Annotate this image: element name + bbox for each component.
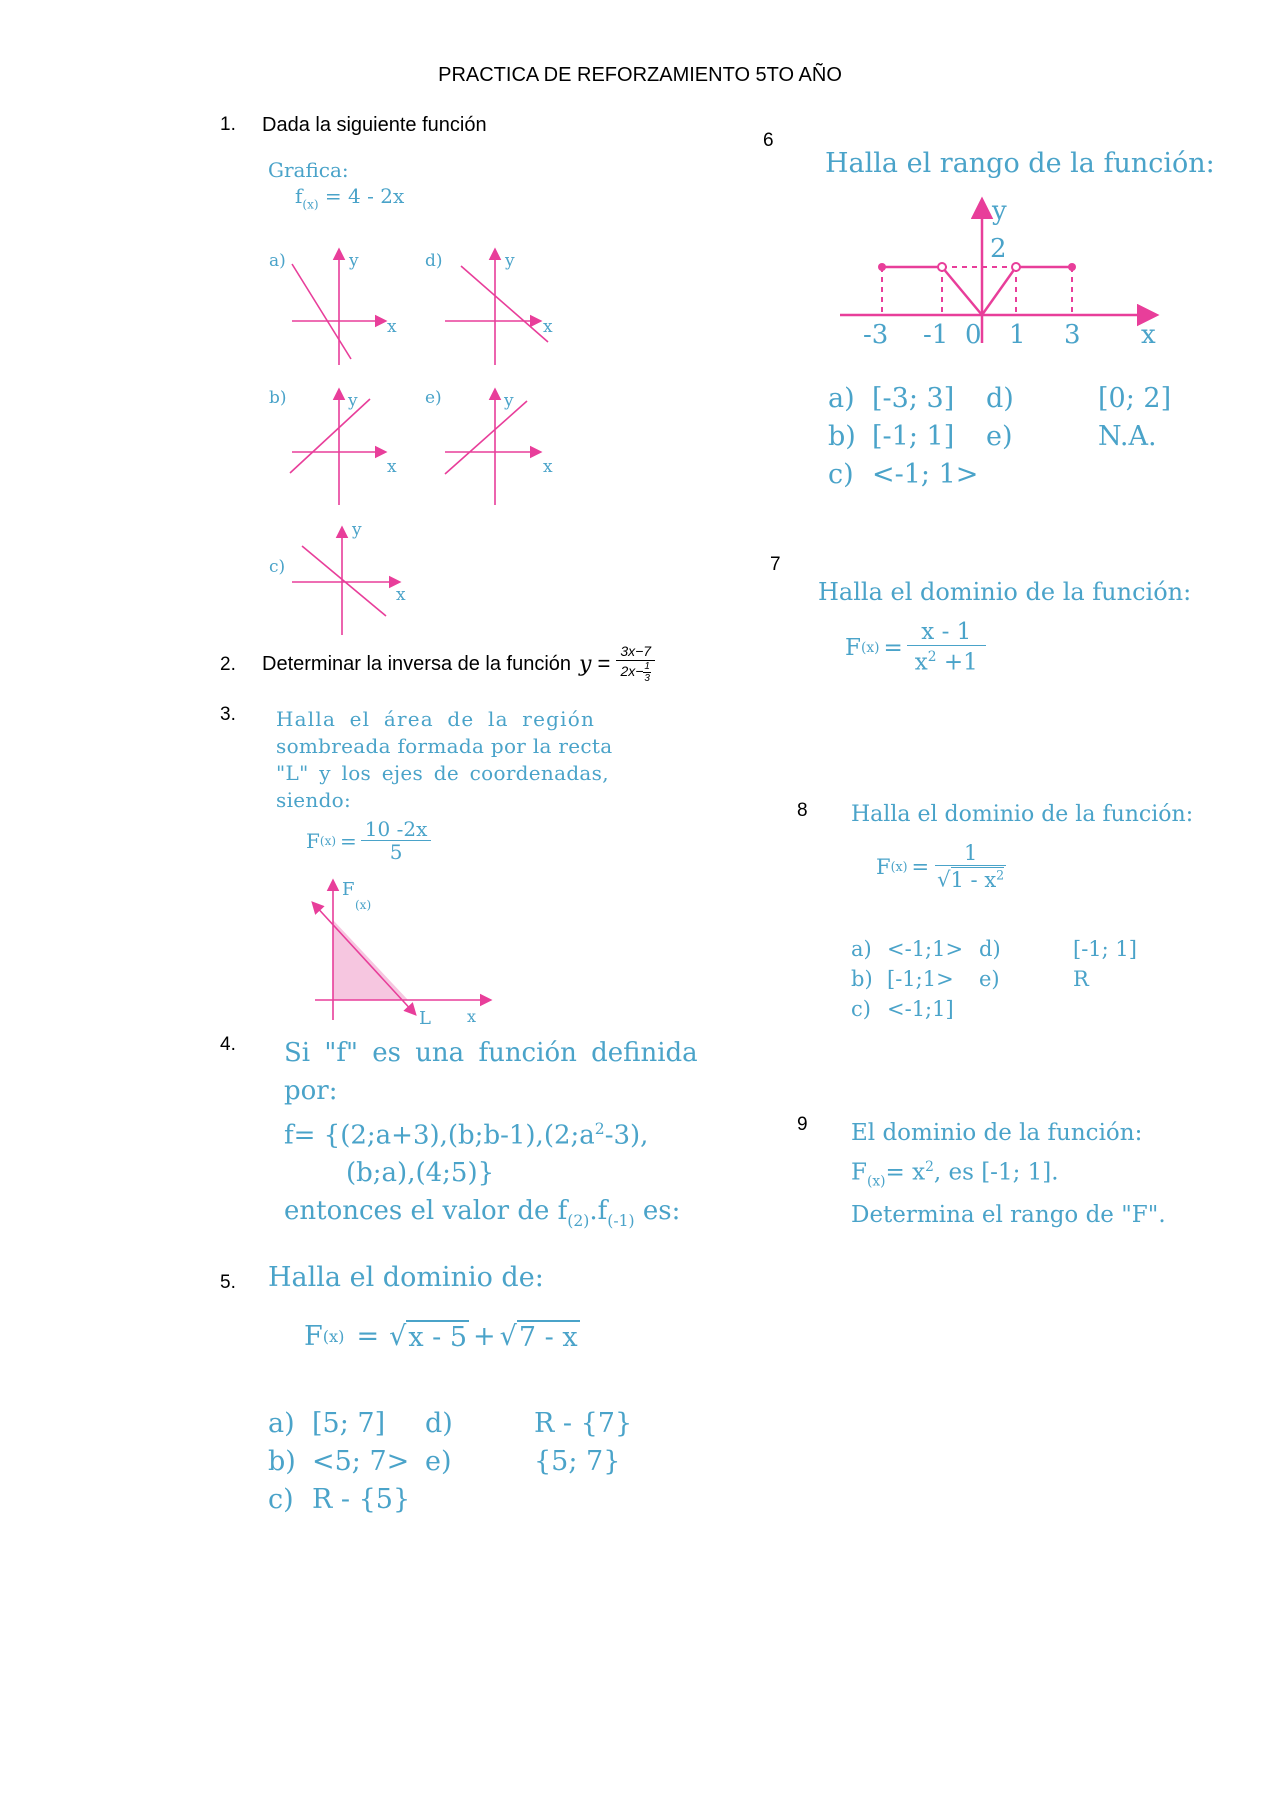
q8-c-label: c)	[851, 997, 871, 1021]
q1-text: Dada la siguiente función	[262, 114, 487, 136]
q9-l2b: , es [-1; 1].	[933, 1159, 1059, 1186]
q6-number: 6	[763, 130, 774, 151]
q3-line3: "L" y los ejes de coordenadas,	[276, 761, 609, 785]
q8-rad-sup: 2	[996, 867, 1005, 883]
q6-e-val: N.A.	[1098, 421, 1157, 452]
q9-line2	[851, 1150, 1166, 1198]
q1a-x-label: x	[387, 317, 397, 337]
q2-y: y	[579, 651, 592, 677]
q1-rhs: = 4 - 2x	[324, 184, 405, 208]
q6-tick-1: 1	[1009, 320, 1026, 345]
q3-frac-den: 5	[389, 840, 403, 864]
q7-fraction	[907, 620, 986, 676]
q3-line2: sombreada formada por la recta	[276, 734, 613, 758]
q5-a-label: a)	[268, 1408, 295, 1439]
q8-frac-num: 1	[935, 842, 1006, 866]
q5-F: F	[304, 1321, 323, 1352]
q6-a-label: a)	[828, 383, 855, 414]
q7-frac-num: x - 1	[907, 620, 986, 646]
q6-title: Halla el rango de la función:	[825, 148, 1215, 179]
q8-e-val: R	[1073, 967, 1089, 991]
q2-statement	[262, 634, 655, 694]
q7-den-b: +1	[936, 649, 978, 676]
q3-text	[276, 706, 612, 814]
q7-formula	[845, 620, 986, 676]
q8-b-val: [-1;1>	[887, 967, 954, 991]
q5-b-label: b)	[268, 1446, 296, 1477]
q8-d-val: [-1; 1]	[1073, 937, 1137, 961]
q3-frac-num: 10 -2x	[361, 818, 432, 841]
q6-seg-v	[942, 267, 1016, 315]
q1a-line	[292, 264, 351, 359]
q9-F: F	[851, 1159, 867, 1186]
q1-grafica-label: Grafica:	[268, 158, 349, 182]
q2-denominator	[616, 661, 655, 684]
q8-fraction	[935, 842, 1006, 892]
q3-line1: Halla el área de la región	[276, 707, 596, 731]
q4-set-sup: 2	[594, 1120, 605, 1138]
q4-line5a: entonces el valor de f	[284, 1196, 568, 1227]
q6-x-label: x	[1141, 320, 1156, 345]
q4-line1: Si "f" es una función definida	[284, 1038, 698, 1068]
q3-fraction	[361, 818, 432, 863]
q8-rad-a: 1 - x	[950, 867, 997, 892]
q3-shaded-region	[333, 920, 408, 1000]
q8-title: Halla el dominio de la función:	[851, 802, 1194, 827]
q5-number: 5.	[220, 1272, 236, 1293]
q3-Fsub: (x)	[319, 833, 337, 848]
q5-sqrt1-sign: √	[389, 1321, 407, 1352]
q1c-y-label: y	[352, 520, 362, 540]
q6-y-label: y	[992, 196, 1007, 226]
q6-c-label: c)	[828, 459, 854, 490]
q8-formula	[876, 842, 1006, 892]
q7-eq: =	[883, 634, 903, 661]
q5-sqrt2-sign: √	[499, 1321, 517, 1352]
q1c-line	[302, 546, 386, 616]
q1d-x-label: x	[543, 317, 553, 337]
q7-title: Halla el dominio de la función:	[818, 578, 1192, 606]
q5-e-label: e)	[425, 1446, 452, 1477]
q6-tick-3: 3	[1064, 320, 1081, 345]
q1e-line	[445, 401, 527, 474]
q6-d-val: [0; 2]	[1098, 383, 1172, 414]
q5-options	[268, 1405, 648, 1519]
q1-f: f	[295, 184, 303, 208]
q8-Fsub: (x)	[890, 859, 908, 875]
q1-opt-d: d)	[425, 251, 443, 271]
q6-c-val: <-1; 1>	[872, 459, 979, 490]
q6-d-label: d)	[986, 383, 1014, 414]
q5-d-val: R - {7}	[534, 1408, 633, 1439]
q1e-y-label: y	[504, 391, 514, 411]
q2-den-frac-den: 3	[644, 672, 650, 684]
q1-opt-c: c)	[269, 557, 286, 577]
q5-title: Halla el dominio de:	[268, 1262, 544, 1293]
q2-den-lead: 2x−	[620, 662, 644, 679]
q7-Fsub: (x)	[860, 639, 880, 656]
q8-radicand	[951, 867, 1005, 892]
q3-eq: =	[340, 828, 357, 853]
q5-eq: =	[356, 1321, 380, 1352]
q1a-y-label: y	[349, 251, 359, 271]
q7-frac-den	[907, 646, 986, 676]
q4-number: 4.	[220, 1034, 236, 1055]
q3-axis-Fsub: (x)	[355, 898, 372, 912]
q3-number: 3.	[220, 704, 236, 725]
q4-text	[284, 1034, 698, 1240]
q5-rad1: x - 5	[408, 1322, 468, 1353]
q3-L-label: L	[419, 1008, 431, 1029]
q6-b-val: [-1; 1]	[872, 421, 955, 452]
q4-sub1: (2)	[567, 1212, 590, 1231]
q5-c-label: c)	[268, 1484, 294, 1515]
q6-tick-0: 0	[965, 320, 982, 345]
q5-plus: +	[473, 1321, 496, 1352]
q9-number: 9	[797, 1114, 808, 1135]
q1b-y-label: y	[348, 391, 358, 411]
q8-options	[851, 934, 1151, 1024]
q1d-y-label: y	[505, 251, 515, 271]
q4-dot: .f	[589, 1196, 608, 1227]
q6-b-label: b)	[828, 421, 856, 452]
q4-sub2: (-1)	[607, 1212, 635, 1231]
q9-line1: El dominio de la función:	[851, 1120, 1143, 1146]
q6-a-val: [-3; 3]	[872, 383, 955, 414]
q6-open-m1	[938, 263, 946, 271]
q1-opt-a: a)	[269, 251, 286, 271]
q1b-line	[290, 399, 370, 473]
q5-Fsub: (x)	[322, 1327, 345, 1346]
q8-sqrt-sign: √	[937, 867, 951, 892]
q1-graph-options	[255, 240, 585, 640]
q1-function	[295, 184, 404, 211]
q8-d-label: d)	[979, 937, 1001, 961]
q4-line5	[284, 1192, 698, 1240]
q8-F: F	[876, 854, 891, 879]
q2-text: Determinar la inversa de la función	[262, 652, 572, 675]
q8-number: 8	[797, 800, 808, 821]
q6-tick-m3: -3	[863, 320, 889, 345]
q4-line5b: es:	[634, 1196, 681, 1227]
q6-point-m3	[878, 263, 886, 271]
q3-F: F	[306, 828, 320, 853]
q6-two-label: 2	[990, 234, 1007, 264]
q7-den-a: x	[914, 649, 928, 676]
q3-axis-F: F	[342, 879, 355, 900]
q2-number: 2.	[220, 654, 236, 675]
q1-opt-e: e)	[425, 388, 442, 408]
q1d-line	[461, 266, 548, 342]
q2-den-frac	[643, 661, 651, 684]
q8-frac-den	[935, 866, 1006, 892]
q1b-x-label: x	[387, 457, 397, 477]
q8-c-val: <-1;1]	[887, 997, 954, 1021]
q7-number: 7	[770, 554, 781, 575]
q4-set-line	[284, 1110, 698, 1154]
q9-Fsub: (x)	[866, 1173, 886, 1190]
q9-sup: 2	[925, 1159, 934, 1175]
q6-point-3	[1068, 263, 1076, 271]
q1-opt-b: b)	[269, 388, 287, 408]
q5-rad2: 7 - x	[518, 1322, 578, 1353]
q4-line4: (b;a),(4;5)}	[346, 1158, 495, 1189]
q5-a-val: [5; 7]	[312, 1408, 386, 1439]
q3-formula	[306, 818, 431, 863]
q5-b-val: <5; 7>	[312, 1446, 410, 1477]
q8-e-label: e)	[979, 967, 1000, 991]
q9-l2a: = x	[885, 1159, 926, 1186]
q6-e-label: e)	[986, 421, 1013, 452]
q3-line4: siendo:	[276, 788, 352, 812]
q4-line2: por:	[284, 1076, 338, 1106]
q3-x-label: x	[467, 1007, 477, 1026]
q5-d-label: d)	[425, 1408, 453, 1439]
q1e-x-label: x	[543, 457, 553, 477]
q8-eq: =	[911, 854, 930, 879]
q7-F: F	[845, 634, 861, 661]
q9-line3: Determina el rango de "F".	[851, 1202, 1166, 1229]
page-title: PRACTICA DE REFORZAMIENTO 5TO AÑO	[438, 64, 842, 86]
q8-b-label: b)	[851, 967, 873, 991]
q6-open-1	[1012, 263, 1020, 271]
q1-number: 1.	[220, 114, 236, 135]
q8-a-label: a)	[851, 937, 872, 961]
q6-options	[828, 380, 1188, 494]
q5-c-val: R - {5}	[312, 1484, 411, 1515]
q2-fraction	[616, 644, 655, 683]
q4-set-b: -3),	[604, 1120, 649, 1151]
q3-graph	[295, 875, 515, 1035]
q7-den-sup: 2	[927, 649, 937, 666]
q6-tick-m1: -1	[923, 320, 949, 345]
q5-formula	[304, 1320, 580, 1353]
q4-set-a: f= {(2;a+3),(b;b-1),(2;a	[284, 1120, 595, 1151]
q9-text	[851, 1116, 1166, 1232]
q5-e-val: {5; 7}	[534, 1446, 621, 1477]
q1c-x-label: x	[396, 585, 406, 605]
q2-numerator: 3x−7	[616, 644, 655, 660]
q8-a-val: <-1;1>	[887, 937, 964, 961]
q2-eq: =	[597, 651, 611, 676]
q1-fsub: (x)	[302, 197, 319, 212]
q2-den-frac-num: 1	[644, 660, 650, 672]
q6-graph	[835, 195, 1170, 345]
